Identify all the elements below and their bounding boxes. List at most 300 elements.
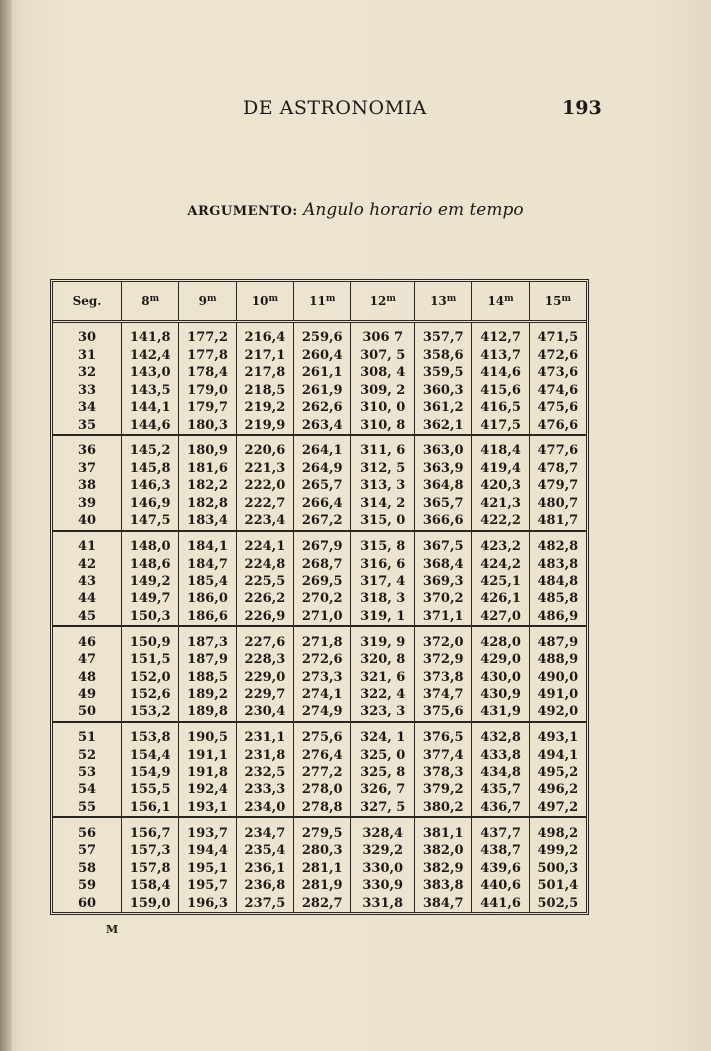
table-row [53, 531, 586, 556]
value-cell: 372,0 [415, 626, 472, 651]
value-cell: 230,4 [236, 703, 293, 721]
value-cell: 195,1 [179, 860, 236, 877]
value-cell: 265,7 [294, 477, 351, 494]
table-row [53, 747, 586, 764]
seconds-cell: 41 [53, 531, 122, 556]
value-cell: 326, 7 [351, 782, 415, 799]
value-cell: 153,2 [122, 703, 179, 721]
value-cell: 234,7 [236, 817, 293, 842]
value-cell: 494,1 [537, 747, 579, 763]
value-cell: 480,7 [537, 495, 579, 511]
value-cell: 416,5 [472, 399, 529, 416]
value-cell: 322, 4 [351, 686, 415, 703]
astronomy-table [53, 282, 586, 912]
value-cell: 500,3 [537, 860, 579, 876]
value-cell: 145,8 [122, 460, 179, 477]
value-cell: 219,2 [236, 399, 293, 416]
value-cell: 149,2 [122, 573, 179, 590]
value-cell: 236,1 [236, 860, 293, 877]
value-cell: 490,0 [537, 669, 579, 685]
column-header-unit: m [268, 294, 279, 304]
value-cell: 274,1 [294, 686, 351, 703]
value-cell: 282,7 [294, 895, 351, 913]
value-cell: 432,8 [472, 722, 529, 747]
value-cell: 423,2 [472, 531, 529, 556]
value-cell: 151,5 [122, 651, 179, 668]
value-cell: 194,4 [179, 843, 236, 860]
value-cell: 186,6 [179, 608, 236, 626]
seconds-cell: 47 [53, 651, 122, 668]
value-cell: 379,2 [415, 782, 472, 799]
value-cell: 325, 8 [351, 764, 415, 781]
value-cell: 154,9 [122, 764, 179, 781]
value-cell: 473,6 [537, 365, 579, 381]
value-cell: 362,1 [415, 417, 472, 435]
seconds-cell: 51 [53, 722, 122, 747]
table-row [53, 782, 586, 799]
value-cell: 143,5 [122, 382, 179, 399]
value-cell: 177,2 [179, 322, 236, 348]
column-header-unit: m [206, 294, 217, 304]
value-cell: 306 7 [351, 322, 415, 348]
value-cell: 231,8 [236, 747, 293, 764]
value-cell: 363,0 [415, 435, 472, 460]
value-cell: 368,4 [415, 556, 472, 573]
value-cell: 268,7 [294, 556, 351, 573]
table-row [53, 764, 586, 781]
value-cell: 193,7 [179, 817, 236, 842]
value-cell: 437,7 [472, 817, 529, 842]
column-header-minutes [472, 282, 529, 322]
value-cell: 155,5 [122, 782, 179, 799]
value-cell: 325, 0 [351, 747, 415, 764]
value-cell: 183,4 [179, 512, 236, 530]
seconds-cell: 45 [53, 608, 122, 626]
seconds-cell: 52 [53, 747, 122, 764]
table-row [53, 417, 586, 435]
value-cell: 264,1 [294, 435, 351, 460]
seconds-cell: 55 [53, 799, 122, 817]
value-cell: 217,8 [236, 365, 293, 382]
value-cell: 414,6 [472, 365, 529, 382]
value-cell: 259,6 [294, 322, 351, 348]
column-header-minutes [122, 282, 179, 322]
value-cell: 148,6 [122, 556, 179, 573]
value-cell: 157,8 [122, 860, 179, 877]
value-cell: 307, 5 [351, 347, 415, 364]
value-cell: 472,6 [537, 348, 579, 364]
value-cell: 267,2 [294, 512, 351, 530]
table-row [53, 435, 586, 460]
value-cell: 380,2 [415, 799, 472, 817]
seconds-cell: 46 [53, 626, 122, 651]
value-cell: 150,9 [122, 626, 179, 651]
value-cell: 330,0 [351, 860, 415, 877]
value-cell: 313, 3 [351, 477, 415, 494]
value-cell: 184,1 [179, 531, 236, 556]
seconds-cell: 31 [53, 347, 122, 364]
table-row [53, 573, 586, 590]
value-cell: 429,0 [472, 651, 529, 668]
value-cell: 278,0 [294, 782, 351, 799]
value-cell: 372,9 [415, 651, 472, 668]
value-cell: 260,4 [294, 347, 351, 364]
value-cell: 180,3 [179, 417, 236, 435]
value-cell: 381,1 [415, 817, 472, 842]
value-cell: 491,0 [537, 686, 579, 702]
table-row [53, 590, 586, 607]
column-header-unit: m [325, 294, 336, 304]
value-cell: 276,4 [294, 747, 351, 764]
value-cell: 309, 2 [351, 382, 415, 399]
column-header-minutes [236, 282, 293, 322]
value-cell: 191,8 [179, 764, 236, 781]
value-cell: 146,3 [122, 477, 179, 494]
value-cell: 222,0 [236, 477, 293, 494]
value-cell: 371,1 [415, 608, 472, 626]
page-spine-shadow [0, 0, 12, 1051]
seconds-cell: 35 [53, 417, 122, 435]
table-row [53, 817, 586, 842]
value-cell: 146,9 [122, 495, 179, 512]
value-cell: 487,9 [537, 634, 579, 650]
value-cell: 231,1 [236, 722, 293, 747]
value-cell: 310, 0 [351, 399, 415, 416]
value-cell: 141,8 [122, 322, 179, 348]
value-cell: 426,1 [472, 590, 529, 607]
value-cell: 365,7 [415, 495, 472, 512]
value-cell: 178,4 [179, 365, 236, 382]
seconds-cell: 53 [53, 764, 122, 781]
column-header-minutes [529, 282, 586, 322]
value-cell: 216,4 [236, 322, 293, 348]
value-cell: 476,6 [529, 417, 586, 435]
value-cell: 149,7 [122, 590, 179, 607]
value-cell: 415,6 [472, 382, 529, 399]
value-cell: 224,1 [236, 531, 293, 556]
column-header-minutes [179, 282, 236, 322]
column-header-seconds [53, 282, 122, 322]
value-cell: 158,4 [122, 877, 179, 894]
value-cell: 360,3 [415, 382, 472, 399]
value-cell: 481,7 [529, 512, 586, 530]
value-cell: 271,8 [294, 626, 351, 651]
value-cell: 327, 5 [351, 799, 415, 817]
value-cell: 275,6 [294, 722, 351, 747]
value-cell: 488,9 [537, 652, 579, 668]
value-cell: 181,6 [179, 460, 236, 477]
seconds-cell: 59 [53, 877, 122, 894]
value-cell: 376,5 [415, 722, 472, 747]
value-cell: 315, 8 [351, 531, 415, 556]
running-head: DE ASTRONOMIA [243, 97, 427, 119]
value-cell: 179,7 [179, 399, 236, 416]
value-cell: 493,1 [537, 730, 579, 746]
value-cell: 323, 3 [351, 703, 415, 721]
value-cell: 180,9 [179, 435, 236, 460]
value-cell: 308, 4 [351, 365, 415, 382]
value-cell: 483,8 [537, 556, 579, 572]
value-cell: 184,7 [179, 556, 236, 573]
value-cell: 147,5 [122, 512, 179, 530]
seconds-cell: 44 [53, 590, 122, 607]
value-cell: 192,4 [179, 782, 236, 799]
value-cell: 502,5 [537, 895, 579, 911]
value-cell: 264,9 [294, 460, 351, 477]
value-cell: 433,8 [472, 747, 529, 764]
value-cell: 363,9 [415, 460, 472, 477]
table-row [53, 399, 586, 416]
value-cell: 281,1 [294, 860, 351, 877]
value-cell: 235,4 [236, 843, 293, 860]
value-cell: 324, 1 [351, 722, 415, 747]
value-cell: 273,3 [294, 669, 351, 686]
page-number: 193 [562, 97, 602, 119]
value-cell: 279,5 [294, 817, 351, 842]
value-cell: 328,4 [351, 817, 415, 842]
argument-value: Angulo horario em tempo [303, 200, 524, 220]
value-cell: 153,8 [122, 722, 179, 747]
value-cell: 321, 6 [351, 669, 415, 686]
value-cell: 278,8 [294, 799, 351, 817]
value-cell: 364,8 [415, 477, 472, 494]
value-cell: 217,1 [236, 347, 293, 364]
value-cell: 182,8 [179, 495, 236, 512]
table-row [53, 322, 586, 348]
value-cell: 218,5 [236, 382, 293, 399]
value-cell: 484,8 [537, 573, 579, 589]
table-row [53, 722, 586, 747]
value-cell: 384,7 [415, 895, 472, 913]
column-header-minutes [415, 282, 472, 322]
column-header-label: 8 [141, 294, 150, 308]
value-cell: 144,1 [122, 399, 179, 416]
value-cell: 236,8 [236, 877, 293, 894]
value-cell: 428,0 [472, 626, 529, 651]
value-cell: 274,9 [294, 703, 351, 721]
value-cell: 185,4 [179, 573, 236, 590]
table-row [53, 460, 586, 477]
table-row [53, 365, 586, 382]
value-cell: 424,2 [472, 556, 529, 573]
value-cell: 496,2 [537, 782, 579, 798]
value-cell: 331,8 [351, 895, 415, 913]
value-cell: 228,3 [236, 651, 293, 668]
value-cell: 425,1 [472, 573, 529, 590]
value-cell: 226,9 [236, 608, 293, 626]
value-cell: 229,0 [236, 669, 293, 686]
value-cell: 330,9 [351, 877, 415, 894]
seconds-cell: 36 [53, 435, 122, 460]
value-cell: 225,5 [236, 573, 293, 590]
table-row [53, 895, 586, 913]
page-header [0, 97, 711, 127]
value-cell: 229,7 [236, 686, 293, 703]
value-cell: 271,0 [294, 608, 351, 626]
table-row [53, 477, 586, 494]
value-cell: 188,5 [179, 669, 236, 686]
value-cell: 316, 6 [351, 556, 415, 573]
value-cell: 438,7 [472, 843, 529, 860]
value-cell: 187,3 [179, 626, 236, 651]
value-cell: 361,2 [415, 399, 472, 416]
value-cell: 475,6 [537, 400, 579, 416]
value-cell: 269,5 [294, 573, 351, 590]
value-cell: 412,7 [472, 322, 529, 348]
value-cell: 486,9 [529, 608, 586, 626]
table-row [53, 703, 586, 721]
column-header-label: 13 [430, 294, 447, 308]
value-cell: 186,0 [179, 590, 236, 607]
value-cell: 150,3 [122, 608, 179, 626]
value-cell: 422,2 [472, 512, 529, 530]
table-row [53, 608, 586, 626]
value-cell: 375,6 [415, 703, 472, 721]
value-cell: 430,0 [472, 669, 529, 686]
value-cell: 157,3 [122, 843, 179, 860]
value-cell: 374,7 [415, 686, 472, 703]
column-header-label: 10 [251, 294, 269, 308]
value-cell: 367,5 [415, 531, 472, 556]
seconds-cell: 57 [53, 843, 122, 860]
value-cell: 182,2 [179, 477, 236, 494]
value-cell: 427,0 [472, 608, 529, 626]
value-cell: 315, 0 [351, 512, 415, 530]
value-cell: 154,4 [122, 747, 179, 764]
value-cell: 267,9 [294, 531, 351, 556]
value-cell: 441,6 [472, 895, 529, 913]
value-cell: 261,1 [294, 365, 351, 382]
value-cell: 177,8 [179, 347, 236, 364]
value-cell: 196,3 [179, 895, 236, 913]
column-header-unit: m [446, 294, 457, 304]
value-cell: 227,6 [236, 626, 293, 651]
seconds-cell: 58 [53, 860, 122, 877]
value-cell: 320, 8 [351, 651, 415, 668]
table-header-row [53, 282, 586, 322]
signature-mark: M [106, 923, 119, 936]
seconds-cell: 48 [53, 669, 122, 686]
value-cell: 477,6 [537, 443, 579, 459]
value-cell: 262,6 [294, 399, 351, 416]
value-cell: 148,0 [122, 531, 179, 556]
argument-label: ARGUMENTO: [187, 204, 298, 219]
value-cell: 145,2 [122, 435, 179, 460]
value-cell: 142,4 [122, 347, 179, 364]
value-cell: 357,7 [415, 322, 472, 348]
value-cell: 434,8 [472, 764, 529, 781]
value-cell: 263,4 [294, 417, 351, 435]
value-cell: 366,6 [415, 512, 472, 530]
seconds-cell: 50 [53, 703, 122, 721]
value-cell: 222,7 [236, 495, 293, 512]
value-cell: 152,0 [122, 669, 179, 686]
seconds-cell: 42 [53, 556, 122, 573]
seconds-cell: 38 [53, 477, 122, 494]
value-cell: 492,0 [529, 703, 586, 721]
column-header-minutes [294, 282, 351, 322]
value-cell: 485,8 [537, 591, 579, 607]
table-argument [0, 200, 711, 220]
value-cell: 159,0 [122, 895, 179, 913]
value-cell: 189,8 [179, 703, 236, 721]
value-cell: 498,2 [537, 825, 579, 841]
value-cell: 358,6 [415, 347, 472, 364]
value-cell: 430,9 [472, 686, 529, 703]
value-cell: 495,2 [537, 765, 579, 781]
column-header-unit: m [149, 294, 160, 304]
column-header-minutes [351, 282, 415, 322]
seconds-cell: 43 [53, 573, 122, 590]
value-cell: 191,1 [179, 747, 236, 764]
value-cell: 221,3 [236, 460, 293, 477]
value-cell: 435,7 [472, 782, 529, 799]
value-cell: 310, 8 [351, 417, 415, 435]
column-header-unit: m [504, 294, 514, 304]
value-cell: 383,8 [415, 877, 472, 894]
value-cell: 419,4 [472, 460, 529, 477]
value-cell: 156,1 [122, 799, 179, 817]
seconds-cell: 30 [53, 322, 122, 348]
value-cell: 189,2 [179, 686, 236, 703]
value-cell: 312, 5 [351, 460, 415, 477]
value-cell: 187,9 [179, 651, 236, 668]
value-cell: 280,3 [294, 843, 351, 860]
value-cell: 439,6 [472, 860, 529, 877]
value-cell: 272,6 [294, 651, 351, 668]
value-cell: 319, 1 [351, 608, 415, 626]
value-cell: 497,2 [529, 799, 586, 817]
column-header-label: Seg. [72, 294, 102, 308]
table-row [53, 799, 586, 817]
value-cell: 479,7 [537, 478, 579, 494]
table-row [53, 495, 586, 512]
value-cell: 156,7 [122, 817, 179, 842]
value-cell: 501,4 [537, 878, 579, 894]
seconds-cell: 32 [53, 365, 122, 382]
table-row [53, 512, 586, 530]
value-cell: 378,3 [415, 764, 472, 781]
value-cell: 369,3 [415, 573, 472, 590]
seconds-cell: 34 [53, 399, 122, 416]
column-header-label: 9 [198, 294, 207, 308]
value-cell: 431,9 [472, 703, 529, 721]
value-cell: 382,0 [415, 843, 472, 860]
value-cell: 270,2 [294, 590, 351, 607]
value-cell: 144,6 [122, 417, 179, 435]
value-cell: 314, 2 [351, 495, 415, 512]
value-cell: 237,5 [236, 895, 293, 913]
table-row [53, 686, 586, 703]
value-cell: 143,0 [122, 365, 179, 382]
value-cell: 417,5 [472, 417, 529, 435]
table-row [53, 669, 586, 686]
column-header-label: 11 [309, 294, 326, 308]
value-cell: 329,2 [351, 843, 415, 860]
seconds-cell: 33 [53, 382, 122, 399]
value-cell: 478,7 [537, 461, 579, 477]
seconds-cell: 37 [53, 460, 122, 477]
column-header-unit: m [386, 294, 396, 304]
value-cell: 436,7 [472, 799, 529, 817]
table-row [53, 843, 586, 860]
column-header-label: 15 [544, 294, 562, 308]
value-cell: 413,7 [472, 347, 529, 364]
value-cell: 226,2 [236, 590, 293, 607]
table-row [53, 556, 586, 573]
seconds-cell: 54 [53, 782, 122, 799]
value-cell: 482,8 [537, 538, 579, 554]
